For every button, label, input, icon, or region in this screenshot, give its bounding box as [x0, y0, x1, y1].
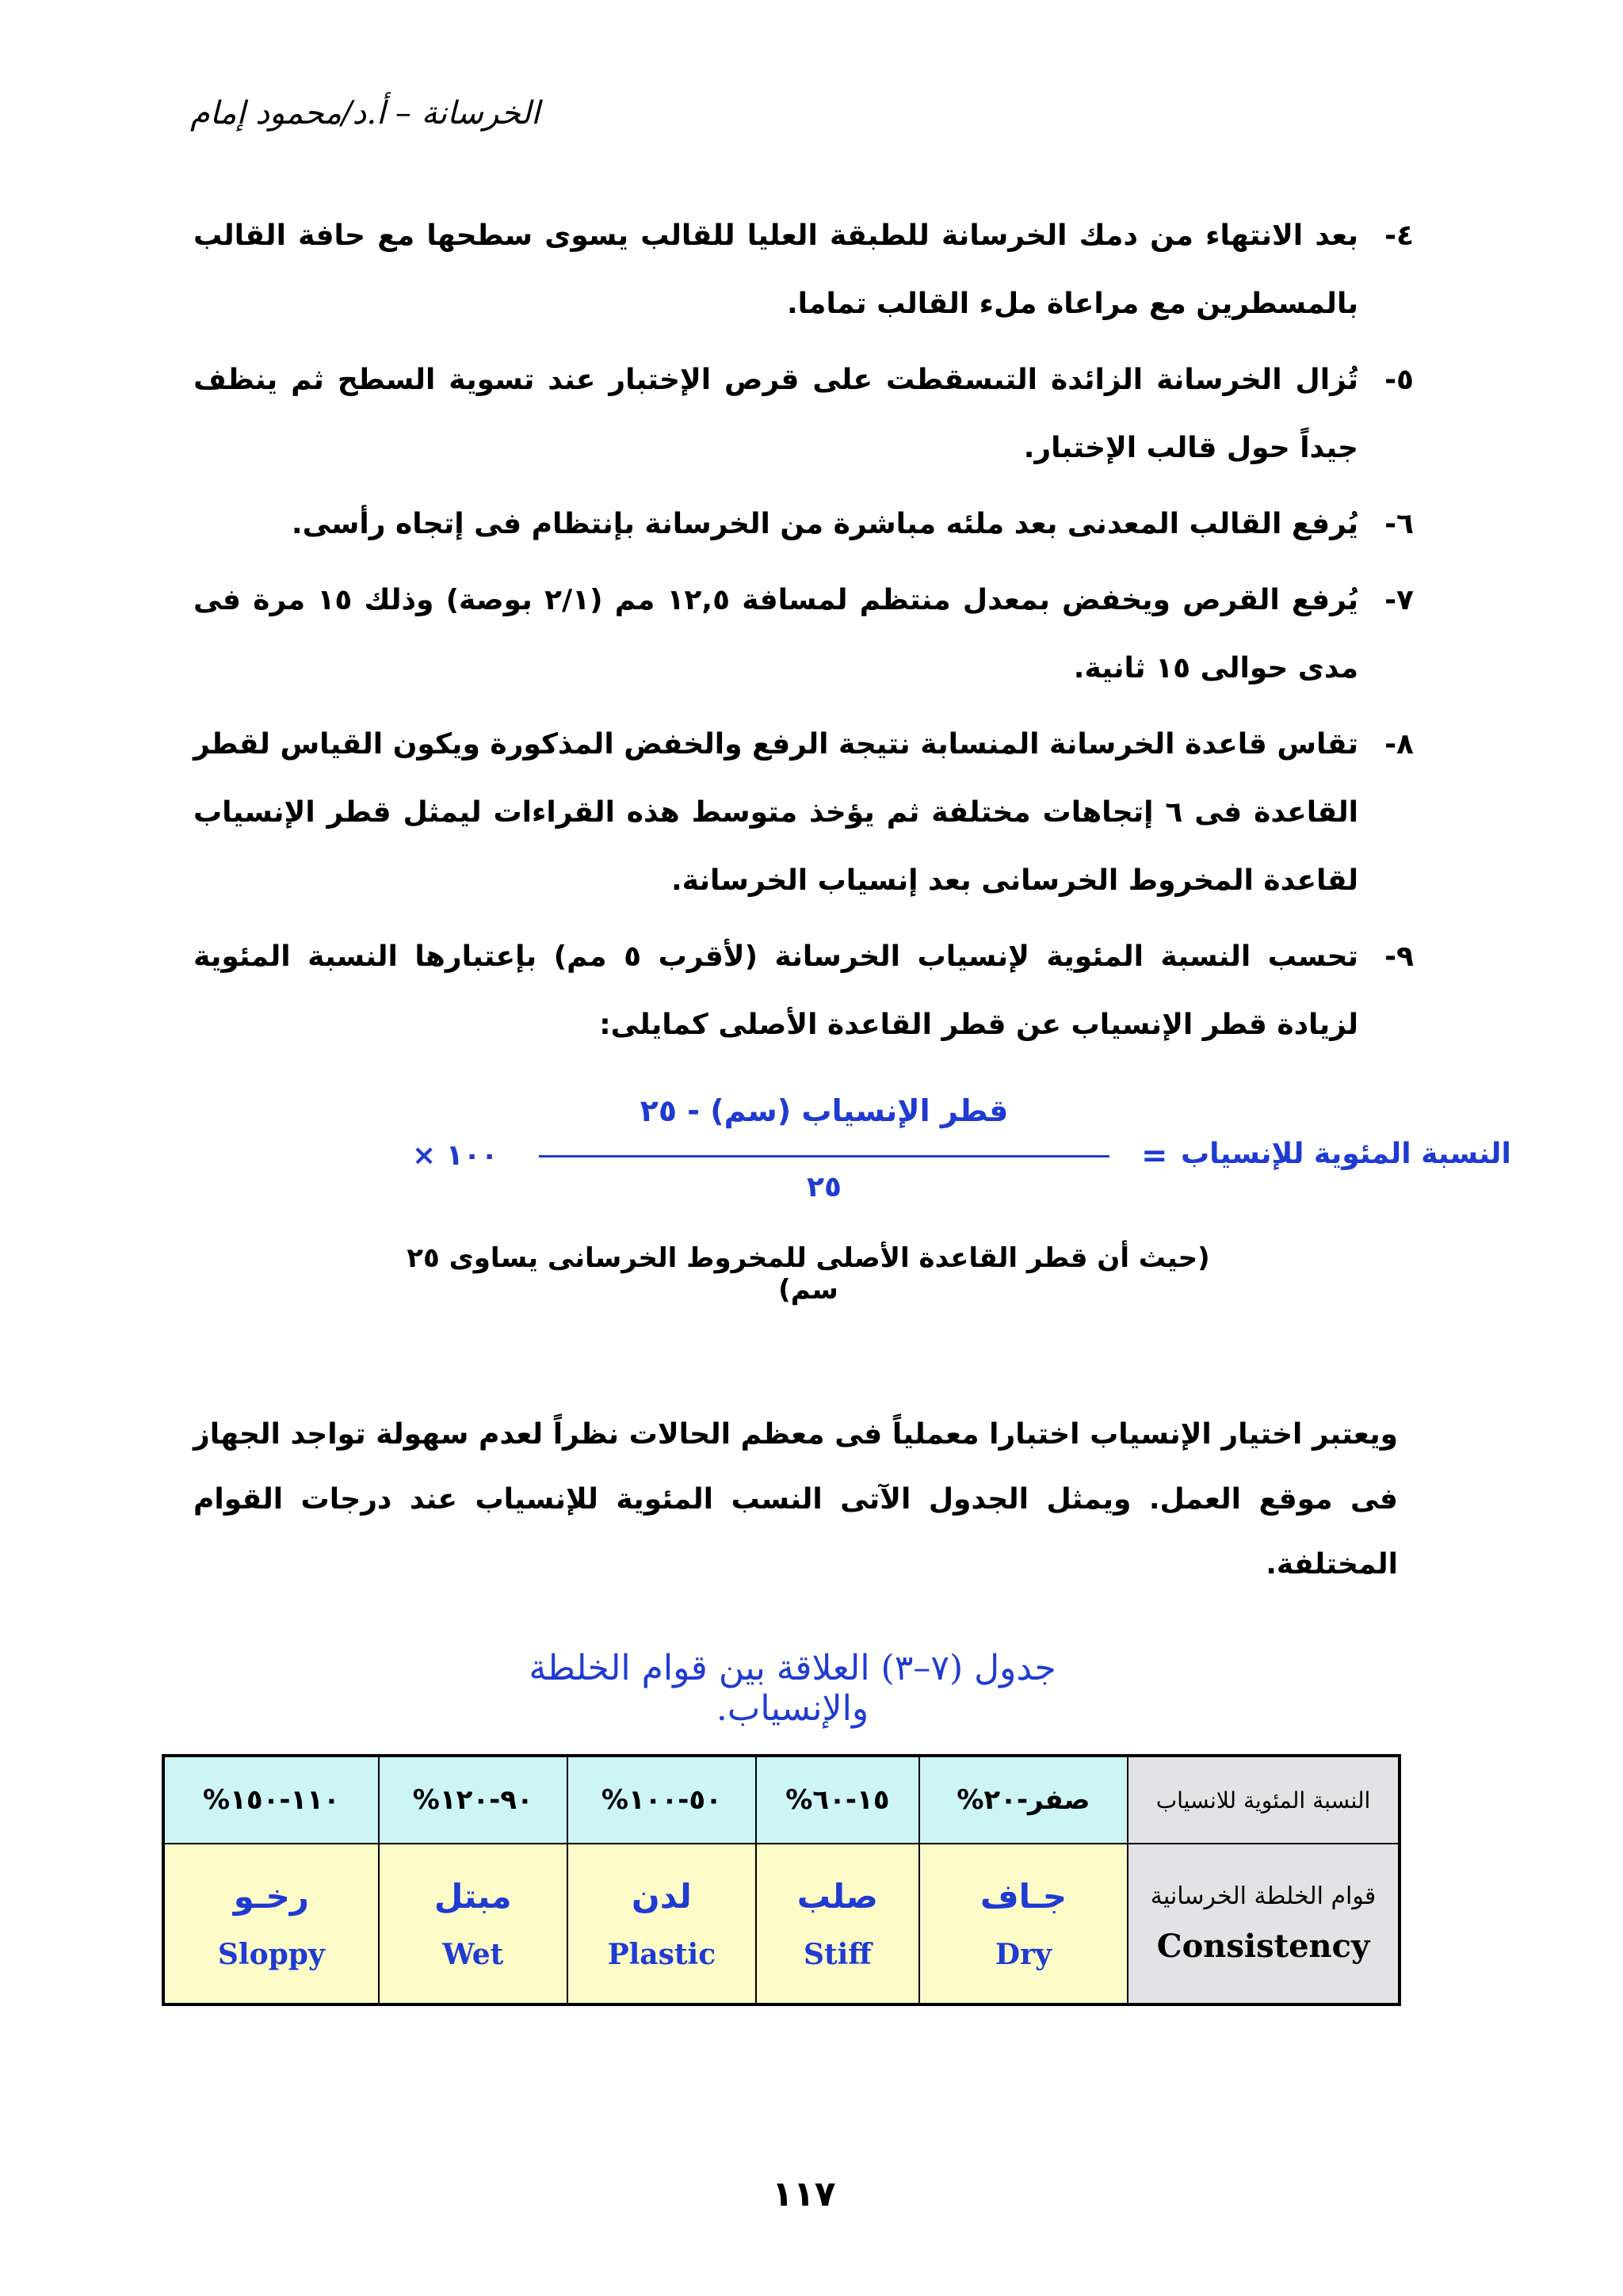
- step-number: ٦-: [1384, 508, 1414, 540]
- consistency-cell: [756, 1844, 919, 2004]
- step-text: تقاس قاعدة الخرسانة المنسابة نتيجة الرفع والخفض المذكورة ويكون القياس لقطر القاعدة فى ٦ إتجاهات مختلفة ثم يؤخذ متوسط هذه القراءات ليمثل قطر الإنسياب لقاعدة المخروط الخرسانى بعد إنسياب الخرسانة.: [193, 728, 1358, 897]
- running-header: الخرسانة – أ.د/محمود إمام: [190, 95, 540, 132]
- step-number: ٤-: [1384, 219, 1414, 252]
- consistency-cell: [567, 1844, 756, 2004]
- row-header-ar: قوام الخلطة الخرسانية: [1150, 1882, 1377, 1910]
- formula-note: (حيث أن قطر القاعدة الأصلى للمخروط الخرسانى يساوى ٢٥ سم): [407, 1242, 1210, 1306]
- step-number: ٩-: [1384, 940, 1414, 973]
- consistency-en: Plastic: [607, 1937, 716, 1971]
- body-paragraph: ويعتبر اختيار الإنسياب اختبارا معملياً فى معظم الحالات نظراً لعدم سهولة تواجد الجهاز فى موقع العمل. ويمثل الجدول الآتى النسب المئوية للإنسياب عند درجات القوام المختلفة.: [193, 1418, 1398, 1581]
- slump-flow-formula: [396, 1077, 1511, 1228]
- procedure-steps: [193, 202, 1414, 1067]
- table-row: [163, 1844, 1400, 2004]
- consistency-ar: رخـو: [233, 1876, 309, 1916]
- range-cell: ١١٠-١٥٠%: [163, 1756, 379, 1844]
- formula-equals: =: [1141, 1138, 1168, 1174]
- range-cell: ٥٠-١٠٠%: [567, 1756, 756, 1844]
- formula-denominator: ٢٥: [807, 1171, 842, 1203]
- consistency-cell: [379, 1844, 567, 2004]
- consistency-en: Stiff: [803, 1937, 872, 1971]
- consistency-cell: [919, 1844, 1128, 2004]
- consistency-ar: صلب: [796, 1876, 878, 1916]
- consistency-table: [162, 1754, 1401, 2006]
- table-row: [163, 1756, 1400, 1844]
- step-number: ٥-: [1384, 364, 1414, 396]
- step-item: [193, 490, 1414, 559]
- fraction-bar: [539, 1155, 1109, 1158]
- row-header-flow: النسبة المئوية للانسياب: [1128, 1756, 1400, 1844]
- row-header-consistency: [1128, 1844, 1400, 2004]
- formula-lhs: النسبة المئوية للإنسياب: [1181, 1138, 1511, 1170]
- range-cell: ٩٠-١٢٠%: [379, 1756, 567, 1844]
- step-item: [193, 346, 1414, 482]
- step-item: [193, 566, 1414, 703]
- consistency-cell: [163, 1844, 379, 2004]
- consistency-en: Wet: [442, 1937, 504, 1971]
- step-text: بعد الانتهاء من دمك الخرسانة للطبقة العليا للقالب يسوى سطحها مع حافة القالب بالمسطرين مع مراعاة ملء القالب تماما.: [193, 219, 1358, 320]
- step-number: ٧-: [1384, 584, 1414, 616]
- step-text: تُزال الخرسانة الزائدة التىسقطت على قرص الإختبار عند تسوية السطح ثم ينظف جيداً حول قالب الإختبار.: [193, 364, 1358, 464]
- consistency-ar: لدن: [631, 1876, 692, 1916]
- formula-multiplier: ١٠٠ ×: [412, 1139, 498, 1172]
- step-text: تحسب النسبة المئوية لإنسياب الخرسانة (لأقرب ٥ مم) بإعتبارها النسبة المئوية لزيادة قطر الإنسياب عن قطر القاعدة الأصلى كمايلى:: [193, 940, 1358, 1041]
- step-number: ٨-: [1384, 728, 1414, 761]
- consistency-ar: جـاف: [980, 1876, 1067, 1916]
- consistency-ar: مبتل: [433, 1876, 512, 1916]
- consistency-en: Dry: [995, 1937, 1052, 1971]
- page-number: ١١٧: [772, 2174, 836, 2214]
- row-header-en: Consistency: [1156, 1928, 1370, 1965]
- step-item: [193, 923, 1414, 1059]
- table-caption: جدول (٧–٣) العلاقة بين قوام الخلطة والإنسياب.: [529, 1648, 1056, 1729]
- step-item: [193, 711, 1414, 915]
- step-item: [193, 202, 1414, 338]
- step-text: يُرفع القرص ويخفض بمعدل منتظم لمسافة ١٢,٥ مم (٢/١ بوصة) وذلك ١٥ مرة فى مدى حوالى ١٥ ثانية.: [193, 584, 1358, 685]
- range-cell: صفر-٢٠%: [919, 1756, 1128, 1844]
- range-cell: ١٥-٦٠%: [756, 1756, 919, 1844]
- formula-numerator: قطر الإنسياب (سم) - ٢٥: [640, 1093, 1009, 1128]
- consistency-en: Sloppy: [217, 1937, 325, 1971]
- step-text: يُرفع القالب المعدنى بعد ملئه مباشرة من الخرسانة بإنتظام فى إتجاه رأسى.: [291, 508, 1358, 540]
